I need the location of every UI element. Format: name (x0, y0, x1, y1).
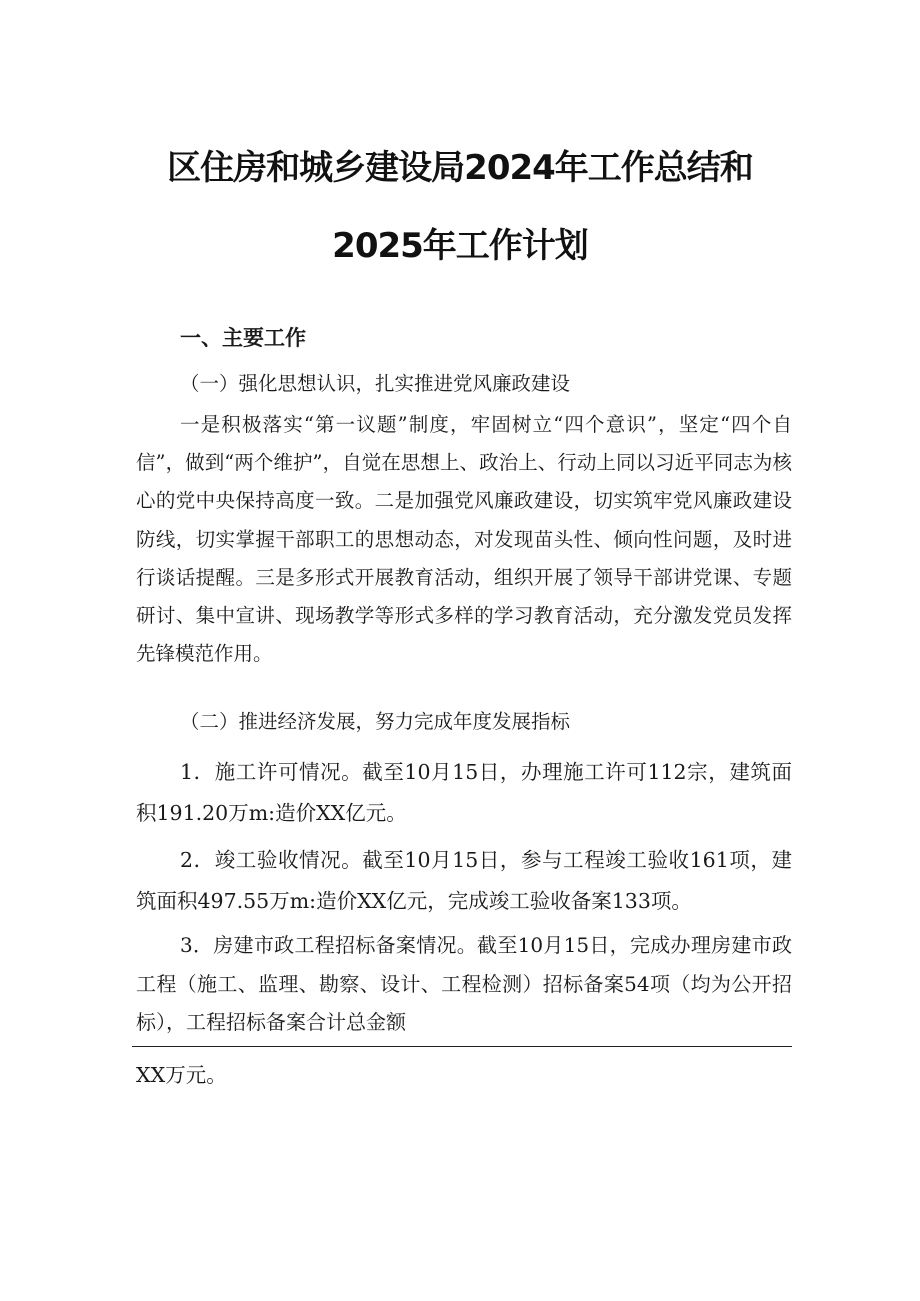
horizontal-divider (132, 1046, 792, 1047)
paragraph-party-building: 一是积极落实“第一议题”制度，牢固树立“四个意识”，坚定“四个自信”，做到“两个维护”，自觉在思想上、政治上、行动上同以习近平同志为核心的党中央保持高度一致。二是加强党风廉政建设，切实筑牢党风廉政建设防线，切实掌握干部职工的思想动态，对发现苗头性、倾向性问题，及时进行谈话提醒。三是多形式开展教育活动，组织开展了领导干部讲党课、专题研讨、集中宣讲、现场教学等形式多样的学习教育活动，充分激发党员发挥先锋模范作用。 (136, 413, 792, 666)
document-title-line-2: 2025年工作计划 (332, 226, 588, 266)
document-title-line-1: 区住房和城乡建设局2024年工作总结和 (167, 148, 753, 188)
subsection-heading-1: （一）强化思想认识，扎实推进党风廉政建设 (180, 372, 571, 395)
item-construction-permits: 1．施工许可情况。截至10月15日，办理施工许可112宗，建筑面积191.20万m:造价XX亿元。 (136, 760, 792, 825)
item-bidding-records-tail: XX万元。 (136, 1063, 227, 1087)
subsection-heading-2: （二）推进经济发展，努力完成年度发展指标 (180, 710, 571, 733)
item-completion-acceptance: 2．竣工验收情况。截至10月15日，参与工程竣工验收161项，建筑面积497.55万m:造价XX亿元，完成竣工验收备案133项。 (136, 848, 792, 913)
item-bidding-records: 3．房建市政工程招标备案情况。截至10月15日，完成办理房建市政工程（施工、监理、勘察、设计、工程检测）招标备案54项（均为公开招标），工程招标备案合计总金额 (136, 933, 792, 1034)
section-heading-main-work: 一、主要工作 (180, 326, 306, 350)
